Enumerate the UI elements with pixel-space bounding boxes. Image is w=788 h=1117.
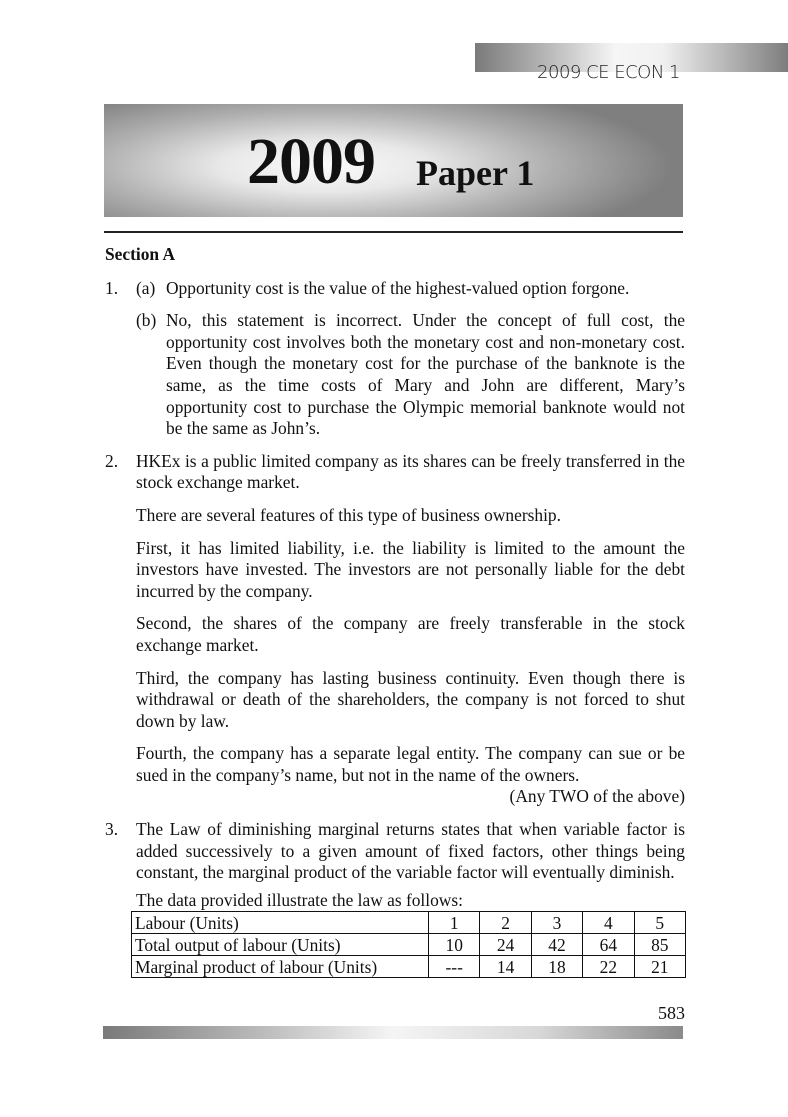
table-cell: Labour (Units) <box>132 912 429 934</box>
question-number: 2. <box>105 450 119 471</box>
table-cell: Total output of labour (Units) <box>132 934 429 956</box>
answer-1b <box>136 310 685 440</box>
question-2 <box>105 451 685 808</box>
question-3 <box>105 819 685 978</box>
table-cell: 14 <box>480 956 531 978</box>
table-cell: --- <box>429 956 480 978</box>
banner-year: 2009 <box>247 125 375 198</box>
table-row <box>132 912 686 934</box>
table-cell: 18 <box>531 956 582 978</box>
table-cell: 21 <box>634 956 685 978</box>
table-cell: 22 <box>583 956 634 978</box>
answer-text: Opportunity cost is the value of the highest-valued option forgone. <box>166 277 630 298</box>
table-cell: Marginal product of labour (Units) <box>132 956 429 978</box>
question-number: 3. <box>105 819 119 840</box>
paragraph: There are several features of this type of business ownership. <box>136 504 561 525</box>
paragraph: Third, the company has lasting business continuity. Even though there is withdrawal or death of the shareholders, the company is not forced to shut down by law. <box>136 667 685 731</box>
table-cell: 3 <box>531 912 582 934</box>
table-cell: 5 <box>634 912 685 934</box>
footer-decor-bar <box>103 1026 683 1039</box>
paragraph: Fourth, the company has a separate legal entity. The company can sue or be sued in the company’s name, but not in the name of the owners. <box>136 743 685 785</box>
paragraph: Second, the shares of the company are freely transferable in the stock exchange market. <box>136 613 685 655</box>
part-label: (b) <box>136 310 157 331</box>
table-cell: 42 <box>531 934 582 956</box>
answer-text: No, this statement is incorrect. Under the concept of full cost, the opportunity cost involves both the monetary cost and non-monetary cost. Even though the monetary cost for the purchase of the banknote is the same, as the time costs of Mary and John are different, Mary’s opportunity cost to purchase the Olympic memorial banknote would not be the same as John’s. <box>166 310 685 439</box>
table-cell: 1 <box>429 912 480 934</box>
table-intro: The data provided illustrate the law as follows: <box>136 889 463 910</box>
table-cell: 10 <box>429 934 480 956</box>
data-table <box>131 911 686 978</box>
table-row <box>132 956 686 978</box>
table-cell: 85 <box>634 934 685 956</box>
page-number: 583 <box>658 1003 685 1024</box>
answers <box>105 0 685 1039</box>
table-cell: 2 <box>480 912 531 934</box>
section-heading: Section A <box>105 244 176 264</box>
paragraph: First, it has limited liability, i.e. the liability is limited to the amount the investors have invested. The investors are not personally liable for the debt incurred by the company. <box>136 537 685 601</box>
part-label: (a) <box>136 277 156 298</box>
table-cell: 64 <box>583 934 634 956</box>
paragraph: The Law of diminishing marginal returns states that when variable factor is added successively to a given amount of fixed factors, other things being constant, the marginal product of the variable factor will eventually diminish. <box>136 819 685 883</box>
question-1 <box>105 278 685 440</box>
table-cell: 4 <box>583 912 634 934</box>
question-number: 1. <box>105 277 119 298</box>
note: (Any TWO of the above) <box>509 786 685 807</box>
running-title: 2009 CE ECON 1 <box>537 62 680 83</box>
answer-1a <box>136 278 685 300</box>
table-row <box>132 934 686 956</box>
banner-paper: Paper 1 <box>416 153 535 193</box>
table-cell: 24 <box>480 934 531 956</box>
paragraph: HKEx is a public limited company as its shares can be freely transferred in the stock exchange market. <box>136 450 685 493</box>
